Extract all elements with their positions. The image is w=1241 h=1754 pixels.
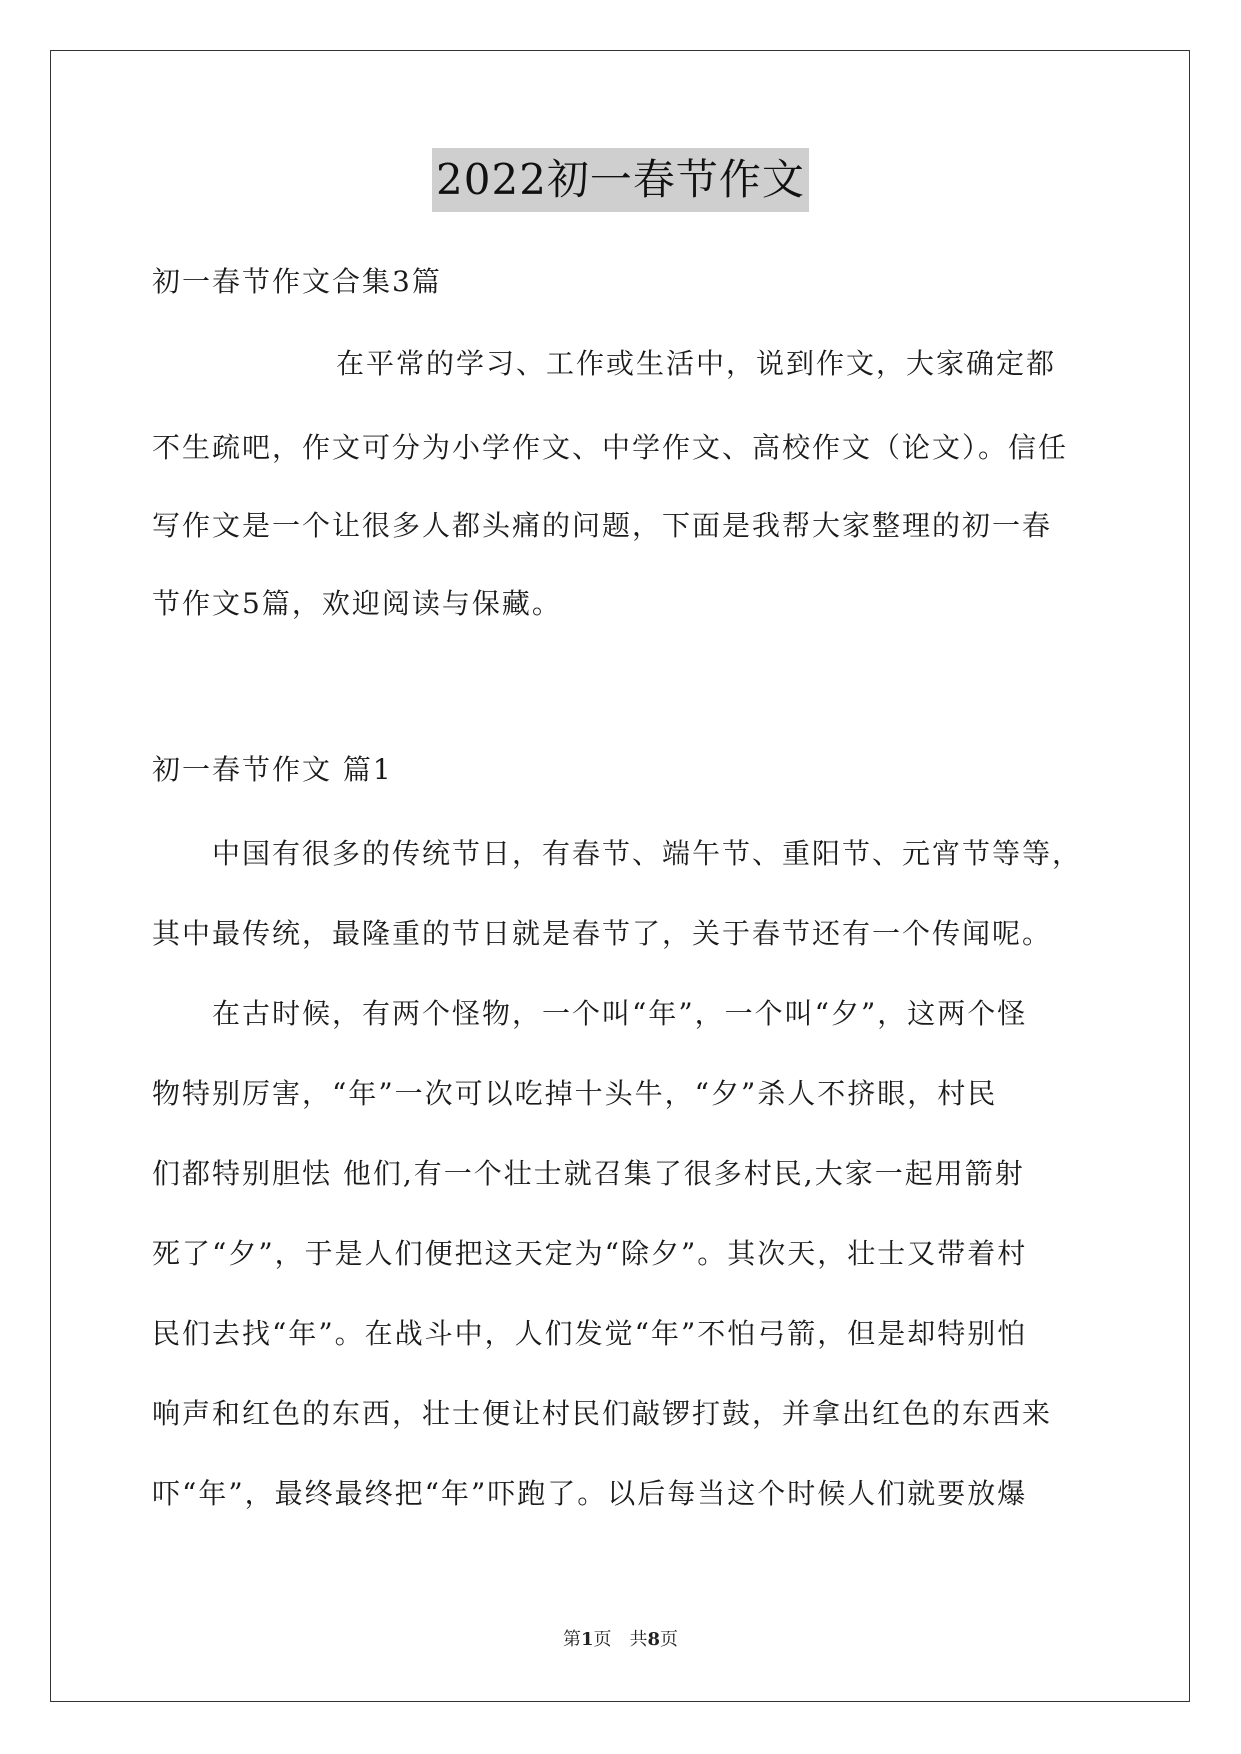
body-line: 在古时候，有两个怪物，一个叫“年”，一个叫“夕”，这两个怪	[212, 997, 1028, 1030]
footer-prefix: 第	[562, 1629, 581, 1650]
footer-total-suffix: 页	[660, 1629, 679, 1650]
title-container	[0, 148, 1241, 212]
body-line: 们都特别胆怯 他们,有一个壮士就召集了很多村民,大家一起用箭射	[152, 1157, 1025, 1190]
body-line: 吓“年”，最终最终把“年”吓跑了。以后每当这个时候人们就要放爆	[152, 1477, 1028, 1510]
page-footer	[0, 1628, 1241, 1652]
body-line: 响声和红色的东西，壮士便让村民们敲锣打鼓，并拿出红色的东西来	[152, 1397, 1053, 1430]
intro-line: 在平常的学习、工作或生活中，说到作文，大家确定都	[336, 347, 1057, 380]
footer-page-suffix: 页	[593, 1629, 612, 1650]
body-line: 民们去找“年”。在战斗中，人们发觉“年”不怕弓箭，但是却特别怕	[152, 1317, 1028, 1350]
body-line: 其中最传统，最隆重的节日就是春节了，关于春节还有一个传闻呢。	[152, 917, 1053, 950]
intro-line: 节作文5篇，欢迎阅读与保藏。	[152, 587, 562, 620]
document-title: 2022初一春节作文	[432, 148, 809, 212]
body-line: 中国有很多的传统节日，有春节、端午节、重阳节、元宵节等等，	[212, 837, 1083, 870]
section-heading: 初一春节作文 篇1	[152, 753, 393, 786]
total-page-count: 8	[647, 1629, 661, 1650]
current-page-number: 1	[580, 1629, 594, 1650]
intro-line: 不生疏吧，作文可分为小学作文、中学作文、高校作文（论文）。信任	[152, 431, 1069, 464]
footer-total-prefix: 共	[629, 1629, 648, 1650]
intro-line: 写作文是一个让很多人都头痛的问题，下面是我帮大家整理的初一春	[152, 509, 1053, 542]
subtitle: 初一春节作文合集3篇	[152, 265, 442, 298]
body-line: 死了“夕”，于是人们便把这天定为“除夕”。其次天，壮士又带着村	[152, 1237, 1028, 1270]
body-line: 物特别厉害，“年”一次可以吃掉十头牛，“夕”杀人不挤眼，村民	[152, 1077, 998, 1110]
